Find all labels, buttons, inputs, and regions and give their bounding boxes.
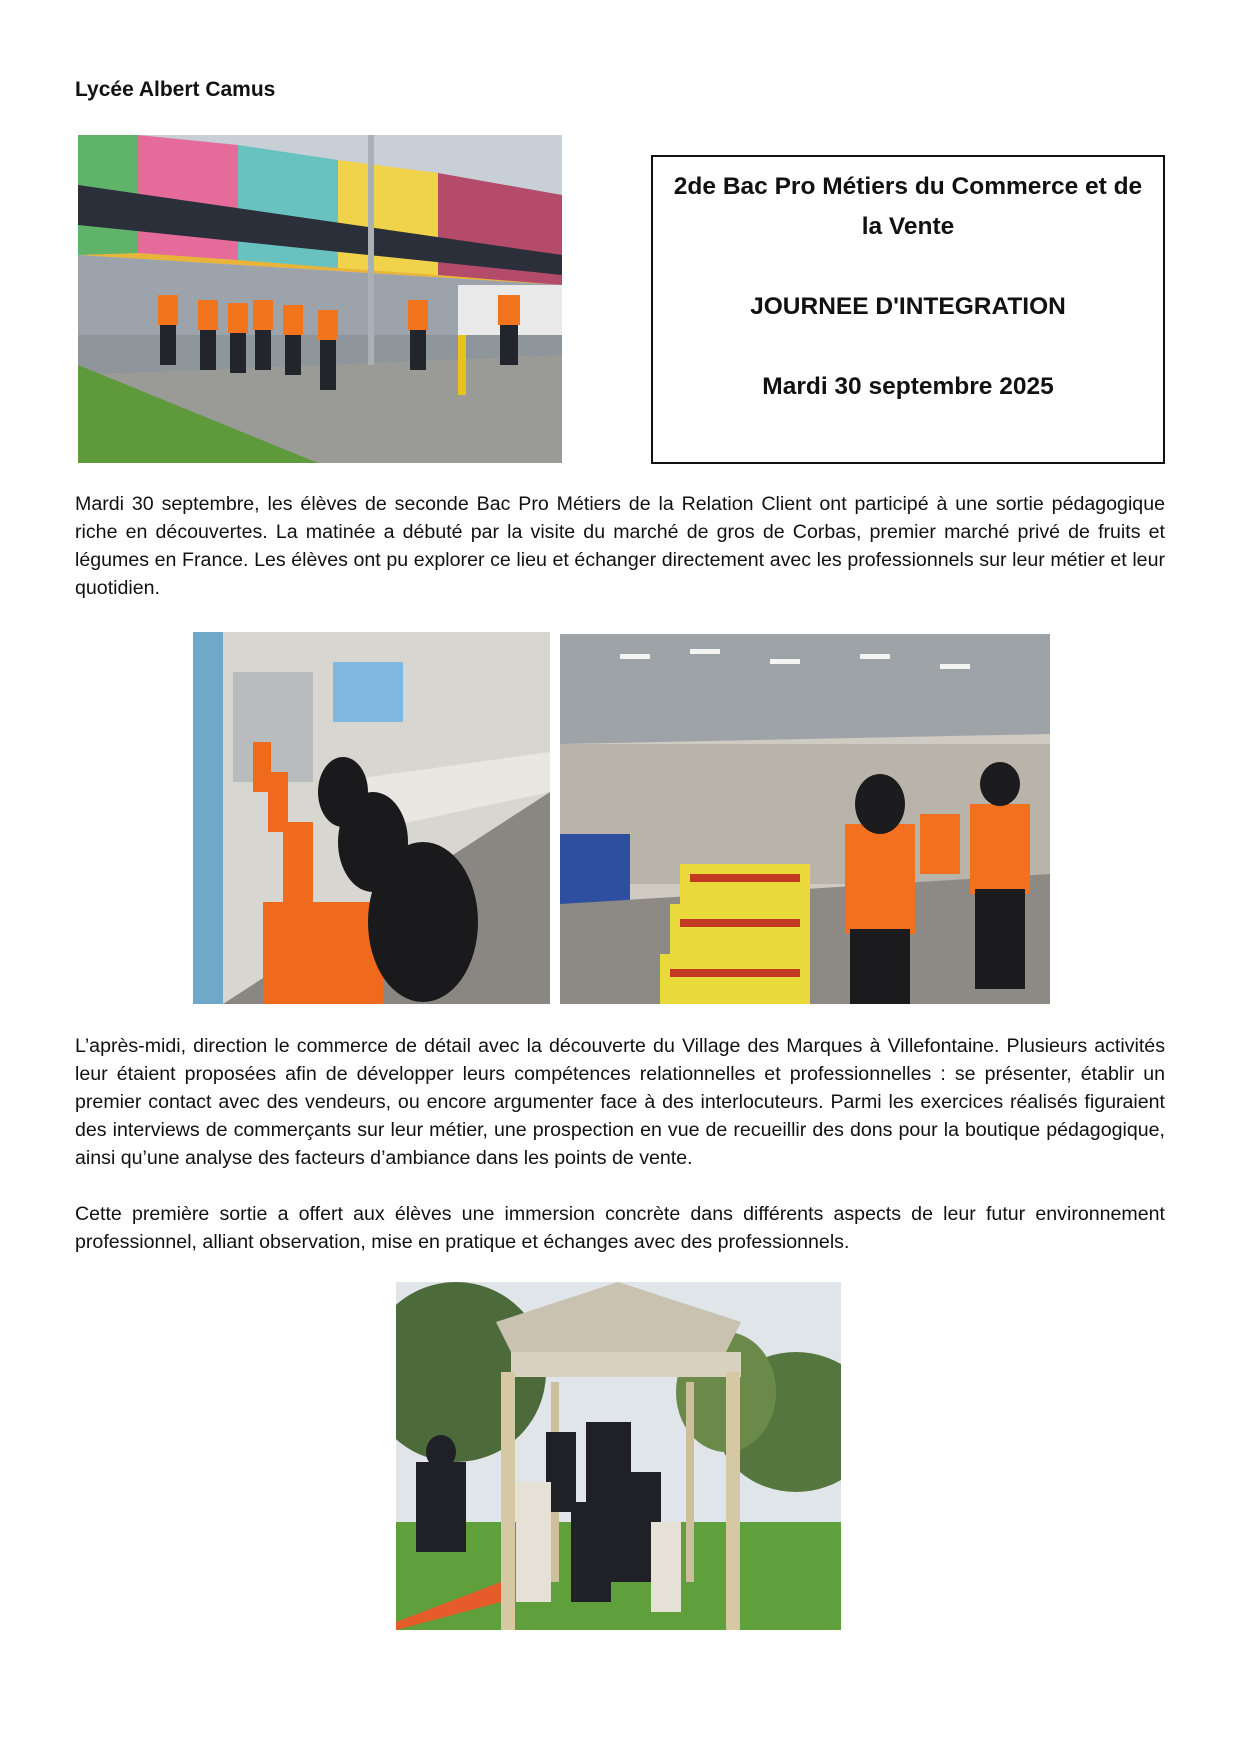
photo-group-gazebo: [396, 1282, 841, 1630]
paragraph-morning: Mardi 30 septembre, les élèves de seconde Bac Pro Métiers de la Relation Client ont participé à une sortie pédagogique riche en découvertes. La matinée a débuté par la visite du marché de gros de Corbas, premier marché privé de fruits et légumes en France. Les élèves ont pu explorer ce lieu et échanger directement avec les professionnels sur leur métier et leur quotidien.: [75, 493, 1165, 599]
photo-warehouse-exterior: [78, 135, 562, 463]
title-date: Mardi 30 septembre 2025: [762, 373, 1054, 400]
title-box: [651, 155, 1165, 464]
school-name: Lycée Albert Camus: [75, 78, 276, 101]
paragraph-afternoon: L’après-midi, direction le commerce de détail avec la découverte du Village des Marques à Villefontaine. Plusieurs activités leur étaient proposées afin de développer leurs compétences relationnelles et professionnelles : se présenter, établir un premier contact avec des vendeurs, ou encore argumenter face à des interlocuteurs. Parmi les exercices réalisés figuraient des interviews de commerçants sur leur métier, une prospection en vue de recueillir des dons pour la boutique pédagogique, ainsi qu’une analyse des facteurs d’ambiance dans les points de vente.: [75, 1035, 1165, 1169]
photo-classroom: [193, 632, 550, 1004]
paragraph-conclusion: Cette première sortie a offert aux élèves une immersion concrète dans différents aspects de leur futur environnement professionnel, alliant observation, mise en pratique et échanges avec des professionnels.: [75, 1203, 1165, 1253]
photo-wholesale-market: [560, 634, 1050, 1004]
title-course: 2de Bac Pro Métiers du Commerce et de la Vente: [673, 173, 1143, 240]
title-event: JOURNEE D'INTEGRATION: [750, 293, 1066, 320]
